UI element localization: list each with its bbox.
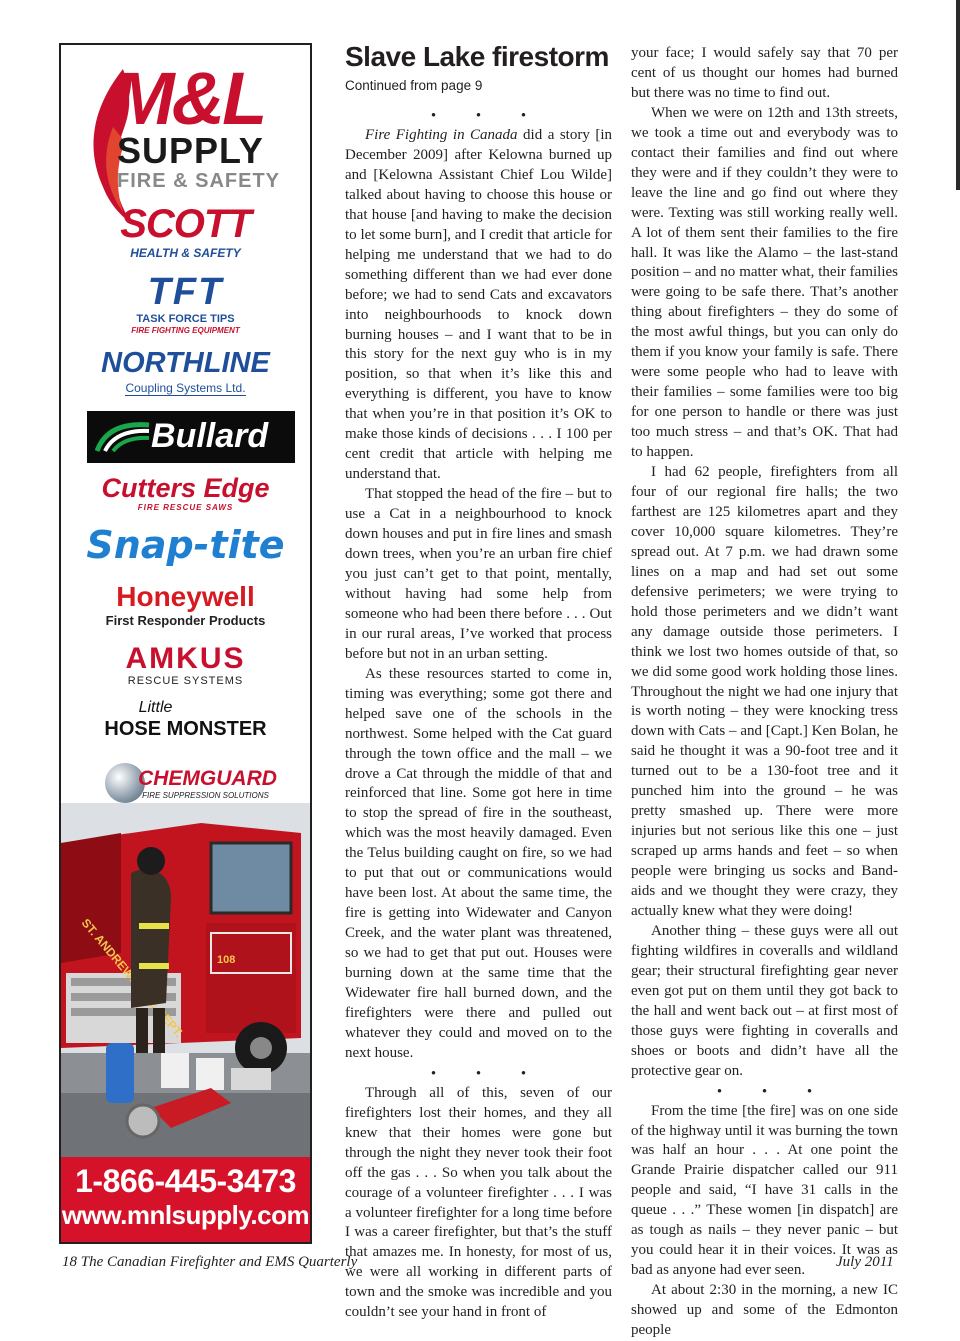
amkus-logo <box>61 643 310 688</box>
page-footer-date: July 2011 <box>836 1254 894 1270</box>
truck-text: ST. ANDREWS DEPT. <box>78 915 186 1041</box>
bullard-swoosh-icon <box>95 421 151 453</box>
publication-title: Fire Fighting in Canada <box>365 127 518 143</box>
scott-logo-name: SCOTT <box>120 202 251 246</box>
page-edge-bar <box>956 0 960 190</box>
ml-logo-subtitle: FIRE & SAFETY <box>117 170 281 192</box>
tft-logo-sub2: FIRE FIGHTING EQUIPMENT <box>131 326 240 335</box>
hose-monster-logo <box>61 699 310 741</box>
section-separator: • • • <box>430 1065 545 1082</box>
honeywell-logo-sub: First Responder Products <box>105 613 266 628</box>
chemguard-logo-sub: FIRE SUPPRESSION SOLUTIONS <box>142 791 269 800</box>
ml-supply-advertisement <box>59 43 312 1244</box>
article-column-2 <box>631 44 898 1341</box>
chemguard-logo-name: CHEMGUARD <box>138 767 277 790</box>
amkus-logo-name: AMKUS <box>125 642 246 675</box>
bullard-logo <box>87 411 295 463</box>
honeywell-logo <box>61 581 310 629</box>
chemguard-logo <box>61 767 310 801</box>
northline-logo-name: NORTHLINE <box>101 347 270 379</box>
ml-logo-title: M&L <box>113 57 265 140</box>
section-separator: • • • <box>430 108 545 124</box>
section-separator: • • • <box>716 1083 831 1100</box>
fire-truck-photo <box>61 803 310 1159</box>
article-paragraph: your face; I would safely say that 70 per cent of us thought our homes had burned but there was no time to find out. <box>631 45 898 101</box>
honeywell-logo-name: Honeywell <box>116 581 255 612</box>
hose-monster-logo-name: HOSE MONSTER <box>104 718 267 740</box>
article-headline: Slave Lake firestorm <box>345 41 609 72</box>
tft-logo-sub: TASK FORCE TIPS <box>136 313 235 325</box>
article-paragraph: From the time [the fire] was on one side of the highway until it was burning the town was half an hour . . . At one point the Grande Prairie dispatcher called our 911 people and said, “I have 31 calls in the queue . . .” These women [in dispatch] are as tough as nails – they never panic – but you could hear it in their voices. It was as bad as anyone had ever seen. <box>631 1102 898 1279</box>
ad-website[interactable]: www.mnlsupply.com <box>61 1200 310 1230</box>
article-paragraph: When we were on 12th and 13th streets, we took a time out and everybody was to contact their families and find out where they were and if they couldn’t they were to leave the line and go find out where they were. Texting was still working really well. A lot of them sent their families to the fire hall. It was like the Alamo – the last-stand position – and no matter what, their families were going to be safe there. That’s another thing about firefighters – they do some of the most awful things, but you can only do them if you know your family is safe. There were some people who had to leave with their families – some families were too big for one person to handle or there was just too much stress – and that’s OK. That had to happen. <box>631 104 898 461</box>
snap-tite-logo <box>61 523 310 567</box>
article-paragraph: Through all of this, seven of our firefighters lost their homes, and they all knew that their homes were gone but through the night they never took their foot off the gas . . . So when you talk about the courage of a volunteer firefighter . . . I was a volunteer firefighter for a long time before I was a career firefighter, but that’s the stuff that amazes me. In honesty, for most of us, we were all working in different parts of town and the smoke was incredible and you couldn’t see your hand in front of <box>345 1084 612 1321</box>
article-column-1 <box>345 42 612 1323</box>
snap-tite-logo-name: Snap-tite <box>86 523 285 567</box>
northline-logo-sub: Coupling Systems Ltd. <box>125 381 246 395</box>
cutters-edge-logo-name: Cutters Edge <box>101 473 270 503</box>
bullard-logo-name: Bullard <box>151 417 269 455</box>
northline-logo <box>61 347 310 397</box>
article-paragraph: Fire Fighting in Canada did a story [in December 2009] after Kelowna burned up and [Kelowna Assistant Chief Lou Wilde] talked about having to choose this house or that house [and having to make the decision to let some burn], and I credit that article for helping me understand that we had to do something different than we had ever done before; we had to send Cats and excavators into neighbourhoods to knock down burning houses – and I want that to be in this story for the next guy who is in my position, so that when it’s like this and everything is different, you have to know that when you’re in that position it’s OK to make those kinds of decisions . . . I 100 per cent credit that article with helping me understand that. <box>345 127 612 483</box>
cutters-edge-logo <box>61 473 310 513</box>
article-paragraph: Another thing – these guys were all out fighting wildfires in coveralls and wildland gear; their structural firefighting gear never even got put on them until they got back to the hall and went back out – at first most of those guys were fighting in coveralls and shoes or boots and didn’t have all the protective gear on. <box>631 922 898 1079</box>
scott-logo <box>61 202 310 260</box>
continued-note: Continued from page 9 <box>345 78 483 93</box>
article-paragraph: At about 2:30 in the morning, a new IC showed up and some of the Edmonton people <box>631 1282 898 1339</box>
hose-monster-logo-little: Little <box>138 699 173 716</box>
article-paragraph: That stopped the head of the fire – but to use a Cat in a neighbourhood to knock down houses and put in fire lines and smash down trees, when you’re an urban fire chief you just can’t get to that point, mentally, without having had some help from someone who had been there before . . . Out in our rural areas, I’ve worked that process before but not in an urban setting. <box>345 486 612 662</box>
page-footer-folio: 18 The Canadian Firefighter and EMS Quarterly <box>62 1254 358 1270</box>
article-paragraph: As these resources started to come in, timing was everything; some got there and helped save one of the schools in the northwest. Some helped with the Cat guard through the town office and the mall – we drove a Cat through the middle of that and reinforced that line. Some got here in time to stop the spread of fire in the southeast, which was the most heavily damaged. Even the Telus building caught on fire, so we had to put that out or communications would have been lost. At about the same time, the fire is getting into Widewater and Canyon Creek, and the water plant was threatened, so we had to get that put out. Houses were burning down at the same time that the Widewater fire hall burned down, and the firefighters were there and pulled out whatever they could and moved on to the next house. <box>345 665 612 1061</box>
tft-logo-name: TFT <box>147 271 224 313</box>
contact-band <box>61 1157 310 1242</box>
truck-number: 108 <box>217 954 236 966</box>
tft-logo <box>61 271 310 336</box>
amkus-logo-sub: RESCUE SYSTEMS <box>127 675 244 687</box>
ml-logo-supply: SUPPLY <box>117 130 264 171</box>
article-paragraph: I had 62 people, firefighters from all four of our regional fire halls; the two farthest are 125 kilometres apart and they cover 10,000 square kilometres. They’re spread out. At 7 p.m. we had drawn some lines on a map and had set out some defensive perimeters; we were trying to hold those perimeters and we didn’t want any damage outside those perimeters. I think we lost two homes outside of that, so we did some good work holding those lines. Throughout the night we had one injury that is worth noting – they were knocking tress down with Cats – and [Capt.] Ken Bolan, he said he thought it was a 90-foot tree and it turned out to be a 130-foot tree and it punched him into the ground – he was pretty smashed up. There were more injuries but not serious like this one – just scraped up arms hands and feet – so when people were bringing us socks and Band-aids and we thought they were crazy, they actually knew what they were doing! <box>631 464 898 919</box>
ad-phone-number: 1-866-445-3473 <box>75 1163 296 1199</box>
scott-logo-sub: HEALTH & SAFETY <box>130 246 241 260</box>
cutters-edge-logo-sub: FIRE RESCUE SAWS <box>137 503 234 512</box>
